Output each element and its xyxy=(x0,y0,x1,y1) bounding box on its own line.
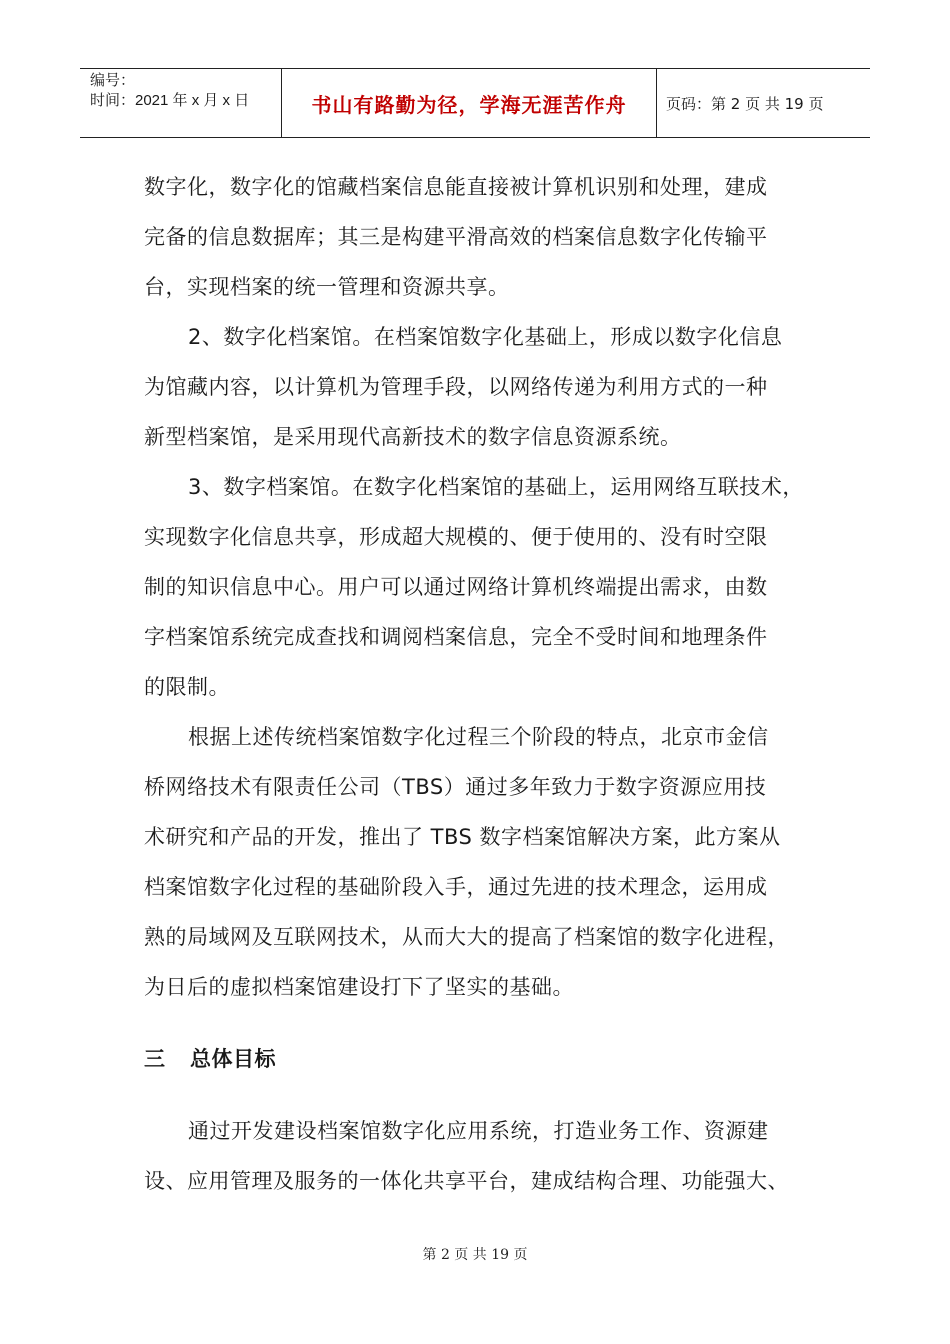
paragraph-overall-goal xyxy=(144,1106,820,1206)
document-date: 时间：2021 年 x 月 x 日 xyxy=(90,92,250,109)
section-title: 总体目标 xyxy=(190,1047,276,1071)
text-line: 桥网络技术有限责任公司（TBS）通过多年致力于数字资源应用技 xyxy=(144,775,767,799)
paragraph-tbs-solution xyxy=(144,712,820,1012)
header-motto: 书山有路勤为径，学海无涯苦作舟 xyxy=(311,92,627,117)
paragraph-digital-archive xyxy=(144,462,820,712)
text-line: 为日后的虚拟档案馆建设打下了坚实的基础。 xyxy=(144,975,574,999)
text-line: 为馆藏内容，以计算机为管理手段，以网络传递为利用方式的一种 xyxy=(144,375,768,399)
text-line: 制的知识信息中心。用户可以通过网络计算机终端提出需求，由数 xyxy=(144,575,768,599)
text-line: 数字化，数字化的馆藏档案信息能直接被计算机识别和处理，建成 xyxy=(144,175,768,199)
text-line: 根据上述传统档案馆数字化过程三个阶段的特点，北京市金信 xyxy=(188,725,769,749)
page-footer: 第 2 页 共 19 页 xyxy=(422,1247,528,1263)
document-number-label: 编号： xyxy=(90,72,136,89)
text-line: 台，实现档案的统一管理和资源共享。 xyxy=(144,275,510,299)
page-header xyxy=(80,68,870,138)
text-line: 的限制。 xyxy=(144,675,230,699)
text-line: 新型档案馆，是采用现代高新技术的数字信息资源系统。 xyxy=(144,425,682,449)
header-meta xyxy=(90,71,280,111)
text-line: 设、应用管理及服务的一体化共享平台，建成结构合理、功能强大、 xyxy=(144,1169,789,1193)
text-line: 熟的局域网及互联网技术，从而大大的提高了档案馆的数字化进程， xyxy=(144,925,789,949)
text-line: 字档案馆系统完成查找和调阅档案信息，完全不受时间和地理条件 xyxy=(144,625,768,649)
text-line: 档案馆数字化过程的基础阶段入手，通过先进的技术理念，运用成 xyxy=(144,875,768,899)
document-body xyxy=(144,162,820,1206)
text-line: 完备的信息数据库；其三是构建平滑高效的档案信息数字化传输平 xyxy=(144,225,768,249)
text-line: 2、数字化档案馆。在档案馆数字化基础上，形成以数字化信息 xyxy=(188,325,783,349)
section-number: 三 xyxy=(144,1047,166,1071)
text-line: 3、数字档案馆。在数字化档案馆的基础上，运用网络互联技术， xyxy=(188,475,804,499)
text-line: 术研究和产品的开发，推出了 TBS 数字档案馆解决方案，此方案从 xyxy=(144,825,781,849)
paragraph-intro xyxy=(144,162,820,312)
header-page-info: 页码：第 2 页 共 19 页 xyxy=(666,94,824,113)
header-divider xyxy=(656,69,657,137)
paragraph-digitized-archive xyxy=(144,312,820,462)
text-line: 通过开发建设档案馆数字化应用系统，打造业务工作、资源建 xyxy=(188,1119,769,1143)
text-line: 实现数字化信息共享，形成超大规模的、便于使用的、没有时空限 xyxy=(144,525,768,549)
section-heading xyxy=(144,1038,820,1080)
